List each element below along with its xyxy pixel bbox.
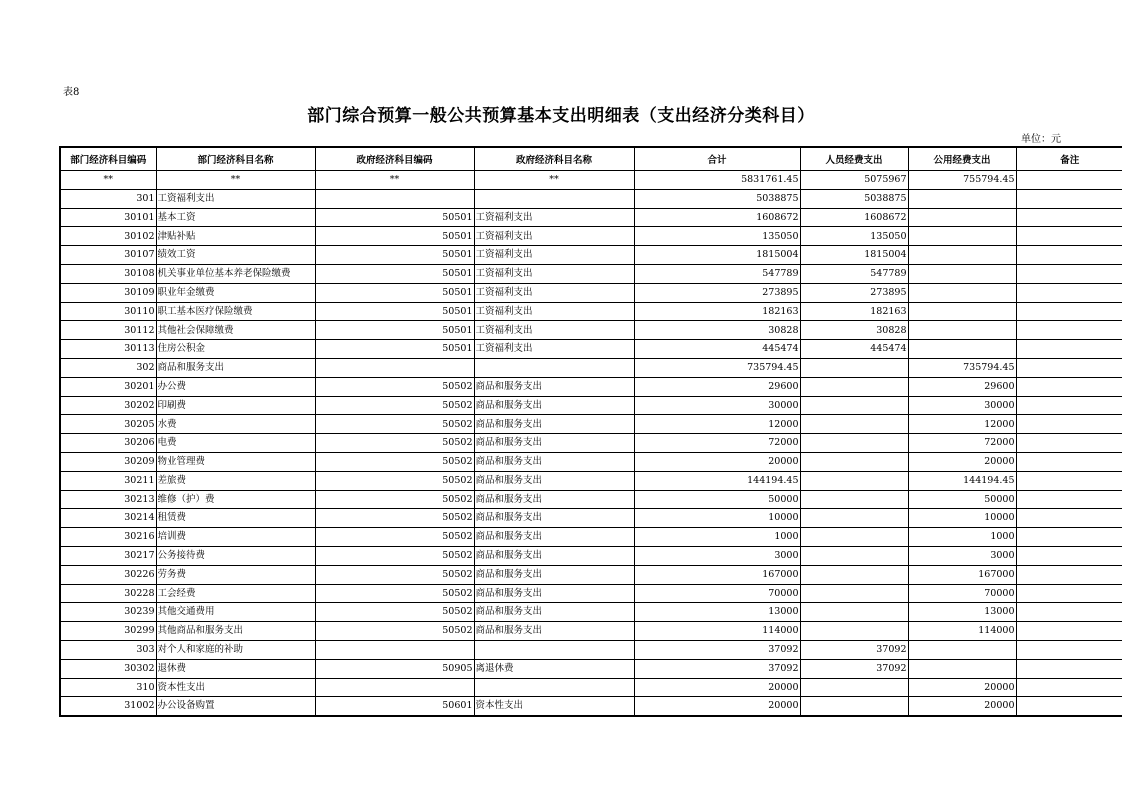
gov-code-cell: 50502	[315, 490, 474, 509]
dept-name-cell: 对个人和家庭的补助	[156, 640, 315, 659]
table-row	[60, 490, 1122, 509]
page-title: 部门综合预算一般公共预算基本支出明细表（支出经济分类科目）	[307, 106, 815, 126]
personnel-cell: 1815004	[800, 246, 908, 265]
note-cell	[1016, 415, 1122, 434]
dept-code-cell: 30299	[60, 622, 156, 641]
gov-name-cell: 资本性支出	[474, 697, 634, 716]
table-row	[60, 415, 1122, 434]
personnel-cell	[800, 509, 908, 528]
note-cell	[1016, 452, 1122, 471]
public-cell: 29600	[908, 377, 1016, 396]
gov-name-cell: 商品和服务支出	[474, 603, 634, 622]
dept-name-cell: 退休费	[156, 659, 315, 678]
personnel-cell	[800, 603, 908, 622]
gov-name-cell: 工资福利支出	[474, 302, 634, 321]
total-cell: 20000	[634, 678, 800, 697]
gov-name-cell: 工资福利支出	[474, 340, 634, 359]
unit-label: 单位：元	[1021, 134, 1061, 145]
dept-code-cell: 30228	[60, 584, 156, 603]
public-cell	[908, 302, 1016, 321]
dept-name-cell: 培训费	[156, 528, 315, 547]
dept-name-cell: 工资福利支出	[156, 189, 315, 208]
public-cell: 10000	[908, 509, 1016, 528]
dept-name-cell: 办公设备购置	[156, 697, 315, 716]
table-row	[60, 622, 1122, 641]
table-row	[60, 377, 1122, 396]
total-cell: 3000	[634, 546, 800, 565]
gov-code-cell: 50502	[315, 471, 474, 490]
dept-name-cell: 职工基本医疗保险缴费	[156, 302, 315, 321]
total-cell: 1815004	[634, 246, 800, 265]
personnel-cell: 182163	[800, 302, 908, 321]
personnel-cell	[800, 546, 908, 565]
note-cell	[1016, 189, 1122, 208]
personnel-cell	[800, 528, 908, 547]
note-cell	[1016, 584, 1122, 603]
dept-name-cell: 其他社会保障缴费	[156, 321, 315, 340]
dept-name-cell: 差旅费	[156, 471, 315, 490]
table-row	[60, 227, 1122, 246]
note-cell	[1016, 546, 1122, 565]
dept-code-cell: 30205	[60, 415, 156, 434]
dept-code-cell: 30217	[60, 546, 156, 565]
public-cell: 735794.45	[908, 358, 1016, 377]
public-cell: 12000	[908, 415, 1016, 434]
total-cell: 167000	[634, 565, 800, 584]
gov-code-cell	[315, 640, 474, 659]
total-cell: 13000	[634, 603, 800, 622]
header-dept-name: 部门经济科目名称	[156, 147, 315, 171]
dept-name-cell: 办公费	[156, 377, 315, 396]
dept-code-cell: 30239	[60, 603, 156, 622]
dept-name-cell: 租赁费	[156, 509, 315, 528]
gov-name-cell	[474, 358, 634, 377]
gov-code-cell: 50502	[315, 622, 474, 641]
gov-code-cell: 50501	[315, 302, 474, 321]
dept-name-cell: 职业年金缴费	[156, 283, 315, 302]
table-header-row	[60, 147, 1122, 171]
dept-code-cell: 310	[60, 678, 156, 697]
gov-code-cell: 50502	[315, 584, 474, 603]
table-row	[60, 396, 1122, 415]
note-cell	[1016, 471, 1122, 490]
gov-name-cell: 商品和服务支出	[474, 396, 634, 415]
note-cell	[1016, 358, 1122, 377]
total-cell: 735794.45	[634, 358, 800, 377]
gov-code-cell: 50905	[315, 659, 474, 678]
total-cell: 114000	[634, 622, 800, 641]
personnel-cell	[800, 434, 908, 453]
table-row	[60, 434, 1122, 453]
dept-code-cell: 30102	[60, 227, 156, 246]
dept-code-cell: 30213	[60, 490, 156, 509]
table-row	[60, 697, 1122, 716]
dept-name-cell: 基本工资	[156, 208, 315, 227]
personnel-cell	[800, 678, 908, 697]
dept-code-cell: 301	[60, 189, 156, 208]
note-cell	[1016, 490, 1122, 509]
personnel-cell	[800, 565, 908, 584]
dept-name-cell: 其他商品和服务支出	[156, 622, 315, 641]
dept-code-cell: 30113	[60, 340, 156, 359]
gov-name-cell: 商品和服务支出	[474, 622, 634, 641]
header-total: 合计	[634, 147, 800, 171]
personnel-cell	[800, 471, 908, 490]
table-row	[60, 246, 1122, 265]
total-cell: 135050	[634, 227, 800, 246]
summary-cell: **	[315, 171, 474, 190]
gov-code-cell: 50502	[315, 603, 474, 622]
total-cell: 547789	[634, 264, 800, 283]
note-cell	[1016, 622, 1122, 641]
public-cell	[908, 227, 1016, 246]
dept-name-cell: 住房公积金	[156, 340, 315, 359]
note-cell	[1016, 697, 1122, 716]
gov-name-cell: 工资福利支出	[474, 246, 634, 265]
public-cell	[908, 659, 1016, 678]
gov-code-cell: 50501	[315, 321, 474, 340]
gov-code-cell: 50502	[315, 452, 474, 471]
public-cell: 20000	[908, 697, 1016, 716]
public-cell	[908, 283, 1016, 302]
gov-code-cell: 50501	[315, 264, 474, 283]
personnel-cell: 273895	[800, 283, 908, 302]
public-cell	[908, 246, 1016, 265]
note-cell	[1016, 321, 1122, 340]
gov-code-cell: 50502	[315, 377, 474, 396]
table-row	[60, 678, 1122, 697]
note-cell	[1016, 227, 1122, 246]
note-cell	[1016, 246, 1122, 265]
total-cell: 273895	[634, 283, 800, 302]
personnel-cell: 30828	[800, 321, 908, 340]
gov-code-cell: 50501	[315, 283, 474, 302]
table-row	[60, 640, 1122, 659]
gov-name-cell: 商品和服务支出	[474, 471, 634, 490]
personnel-cell	[800, 697, 908, 716]
personnel-cell	[800, 396, 908, 415]
gov-code-cell: 50501	[315, 227, 474, 246]
dept-name-cell: 维修（护）费	[156, 490, 315, 509]
public-cell: 144194.45	[908, 471, 1016, 490]
note-cell	[1016, 208, 1122, 227]
dept-code-cell: 30109	[60, 283, 156, 302]
gov-name-cell: 商品和服务支出	[474, 528, 634, 547]
dept-code-cell: 30107	[60, 246, 156, 265]
personnel-cell: 5038875	[800, 189, 908, 208]
dept-code-cell: 302	[60, 358, 156, 377]
gov-code-cell: 50502	[315, 509, 474, 528]
gov-code-cell: 50502	[315, 415, 474, 434]
public-cell: 167000	[908, 565, 1016, 584]
summary-note	[1016, 171, 1122, 190]
dept-code-cell: 30211	[60, 471, 156, 490]
gov-name-cell: 商品和服务支出	[474, 452, 634, 471]
budget-table	[59, 146, 1122, 717]
dept-name-cell: 资本性支出	[156, 678, 315, 697]
table-row	[60, 340, 1122, 359]
gov-name-cell: 商品和服务支出	[474, 565, 634, 584]
dept-code-cell: 30110	[60, 302, 156, 321]
gov-code-cell	[315, 189, 474, 208]
gov-name-cell: 商品和服务支出	[474, 490, 634, 509]
table-row	[60, 208, 1122, 227]
gov-code-cell: 50501	[315, 208, 474, 227]
total-cell: 12000	[634, 415, 800, 434]
note-cell	[1016, 302, 1122, 321]
total-cell: 5038875	[634, 189, 800, 208]
note-cell	[1016, 509, 1122, 528]
header-dept-code: 部门经济科目编码	[60, 147, 156, 171]
personnel-cell: 1608672	[800, 208, 908, 227]
gov-code-cell: 50501	[315, 246, 474, 265]
public-cell	[908, 321, 1016, 340]
gov-name-cell: 离退休费	[474, 659, 634, 678]
public-cell	[908, 264, 1016, 283]
note-cell	[1016, 603, 1122, 622]
personnel-cell	[800, 415, 908, 434]
dept-code-cell: 30101	[60, 208, 156, 227]
summary-public: 755794.45	[908, 171, 1016, 190]
dept-code-cell: 30202	[60, 396, 156, 415]
header-gov-code: 政府经济科目编码	[315, 147, 474, 171]
gov-name-cell: 商品和服务支出	[474, 434, 634, 453]
table-row	[60, 321, 1122, 340]
total-cell: 445474	[634, 340, 800, 359]
note-cell	[1016, 396, 1122, 415]
dept-code-cell: 30112	[60, 321, 156, 340]
note-cell	[1016, 264, 1122, 283]
dept-name-cell: 印刷费	[156, 396, 315, 415]
note-cell	[1016, 678, 1122, 697]
total-cell: 144194.45	[634, 471, 800, 490]
public-cell: 30000	[908, 396, 1016, 415]
total-cell: 72000	[634, 434, 800, 453]
table-row	[60, 603, 1122, 622]
total-cell: 20000	[634, 452, 800, 471]
header-personnel: 人员经费支出	[800, 147, 908, 171]
table-row	[60, 358, 1122, 377]
gov-code-cell: 50502	[315, 396, 474, 415]
header-gov-name: 政府经济科目名称	[474, 147, 634, 171]
table-number: 表8	[63, 87, 80, 98]
gov-name-cell	[474, 640, 634, 659]
dept-name-cell: 公务接待费	[156, 546, 315, 565]
public-cell: 1000	[908, 528, 1016, 547]
personnel-cell	[800, 490, 908, 509]
gov-name-cell: 工资福利支出	[474, 321, 634, 340]
gov-name-cell	[474, 189, 634, 208]
gov-code-cell: 50502	[315, 528, 474, 547]
total-cell: 1000	[634, 528, 800, 547]
total-cell: 182163	[634, 302, 800, 321]
dept-name-cell: 劳务费	[156, 565, 315, 584]
note-cell	[1016, 528, 1122, 547]
dept-name-cell: 物业管理费	[156, 452, 315, 471]
header-note: 备注	[1016, 147, 1122, 171]
total-cell: 29600	[634, 377, 800, 396]
dept-name-cell: 电费	[156, 434, 315, 453]
dept-code-cell: 31002	[60, 697, 156, 716]
total-cell: 30828	[634, 321, 800, 340]
public-cell	[908, 640, 1016, 659]
total-cell: 30000	[634, 396, 800, 415]
public-cell: 72000	[908, 434, 1016, 453]
note-cell	[1016, 565, 1122, 584]
public-cell: 20000	[908, 678, 1016, 697]
public-cell: 13000	[908, 603, 1016, 622]
personnel-cell	[800, 622, 908, 641]
table-row	[60, 283, 1122, 302]
table-row	[60, 509, 1122, 528]
dept-code-cell: 303	[60, 640, 156, 659]
dept-name-cell: 商品和服务支出	[156, 358, 315, 377]
gov-code-cell	[315, 678, 474, 697]
summary-cell: **	[474, 171, 634, 190]
summary-cell: **	[156, 171, 315, 190]
dept-name-cell: 绩效工资	[156, 246, 315, 265]
gov-name-cell: 商品和服务支出	[474, 509, 634, 528]
dept-code-cell: 30201	[60, 377, 156, 396]
dept-name-cell: 水费	[156, 415, 315, 434]
table-row	[60, 264, 1122, 283]
table-row	[60, 452, 1122, 471]
table-row	[60, 565, 1122, 584]
total-cell: 70000	[634, 584, 800, 603]
dept-name-cell: 津贴补贴	[156, 227, 315, 246]
total-cell: 10000	[634, 509, 800, 528]
personnel-cell: 37092	[800, 659, 908, 678]
summary-cell: **	[60, 171, 156, 190]
note-cell	[1016, 377, 1122, 396]
note-cell	[1016, 283, 1122, 302]
dept-code-cell: 30209	[60, 452, 156, 471]
table-row	[60, 471, 1122, 490]
note-cell	[1016, 340, 1122, 359]
header-public: 公用经费支出	[908, 147, 1016, 171]
gov-code-cell	[315, 358, 474, 377]
gov-code-cell: 50502	[315, 434, 474, 453]
public-cell	[908, 340, 1016, 359]
table-row	[60, 546, 1122, 565]
total-cell: 37092	[634, 659, 800, 678]
total-cell: 1608672	[634, 208, 800, 227]
table-row	[60, 189, 1122, 208]
dept-code-cell: 30108	[60, 264, 156, 283]
total-cell: 50000	[634, 490, 800, 509]
gov-name-cell: 工资福利支出	[474, 208, 634, 227]
note-cell	[1016, 659, 1122, 678]
public-cell: 3000	[908, 546, 1016, 565]
dept-code-cell: 30214	[60, 509, 156, 528]
note-cell	[1016, 434, 1122, 453]
dept-name-cell: 机关事业单位基本养老保险缴费	[156, 264, 315, 283]
personnel-cell	[800, 358, 908, 377]
gov-name-cell: 工资福利支出	[474, 227, 634, 246]
dept-name-cell: 工会经费	[156, 584, 315, 603]
personnel-cell	[800, 452, 908, 471]
personnel-cell	[800, 377, 908, 396]
gov-name-cell: 商品和服务支出	[474, 415, 634, 434]
summary-total: 5831761.45	[634, 171, 800, 190]
personnel-cell: 37092	[800, 640, 908, 659]
personnel-cell	[800, 584, 908, 603]
gov-code-cell: 50502	[315, 565, 474, 584]
gov-name-cell: 商品和服务支出	[474, 584, 634, 603]
table-row	[60, 659, 1122, 678]
table-row	[60, 528, 1122, 547]
gov-name-cell: 商品和服务支出	[474, 377, 634, 396]
gov-code-cell: 50601	[315, 697, 474, 716]
personnel-cell: 135050	[800, 227, 908, 246]
dept-code-cell: 30302	[60, 659, 156, 678]
dept-code-cell: 30226	[60, 565, 156, 584]
summary-row	[60, 171, 1122, 190]
total-cell: 20000	[634, 697, 800, 716]
dept-code-cell: 30216	[60, 528, 156, 547]
gov-name-cell: 工资福利支出	[474, 264, 634, 283]
public-cell: 70000	[908, 584, 1016, 603]
public-cell: 50000	[908, 490, 1016, 509]
table-row	[60, 302, 1122, 321]
note-cell	[1016, 640, 1122, 659]
gov-name-cell: 工资福利支出	[474, 283, 634, 302]
personnel-cell: 547789	[800, 264, 908, 283]
personnel-cell: 445474	[800, 340, 908, 359]
gov-name-cell	[474, 678, 634, 697]
gov-code-cell: 50501	[315, 340, 474, 359]
public-cell: 114000	[908, 622, 1016, 641]
summary-personnel: 5075967	[800, 171, 908, 190]
public-cell	[908, 189, 1016, 208]
dept-name-cell: 其他交通费用	[156, 603, 315, 622]
total-cell: 37092	[634, 640, 800, 659]
gov-code-cell: 50502	[315, 546, 474, 565]
public-cell	[908, 208, 1016, 227]
public-cell: 20000	[908, 452, 1016, 471]
table-row	[60, 584, 1122, 603]
dept-code-cell: 30206	[60, 434, 156, 453]
gov-name-cell: 商品和服务支出	[474, 546, 634, 565]
